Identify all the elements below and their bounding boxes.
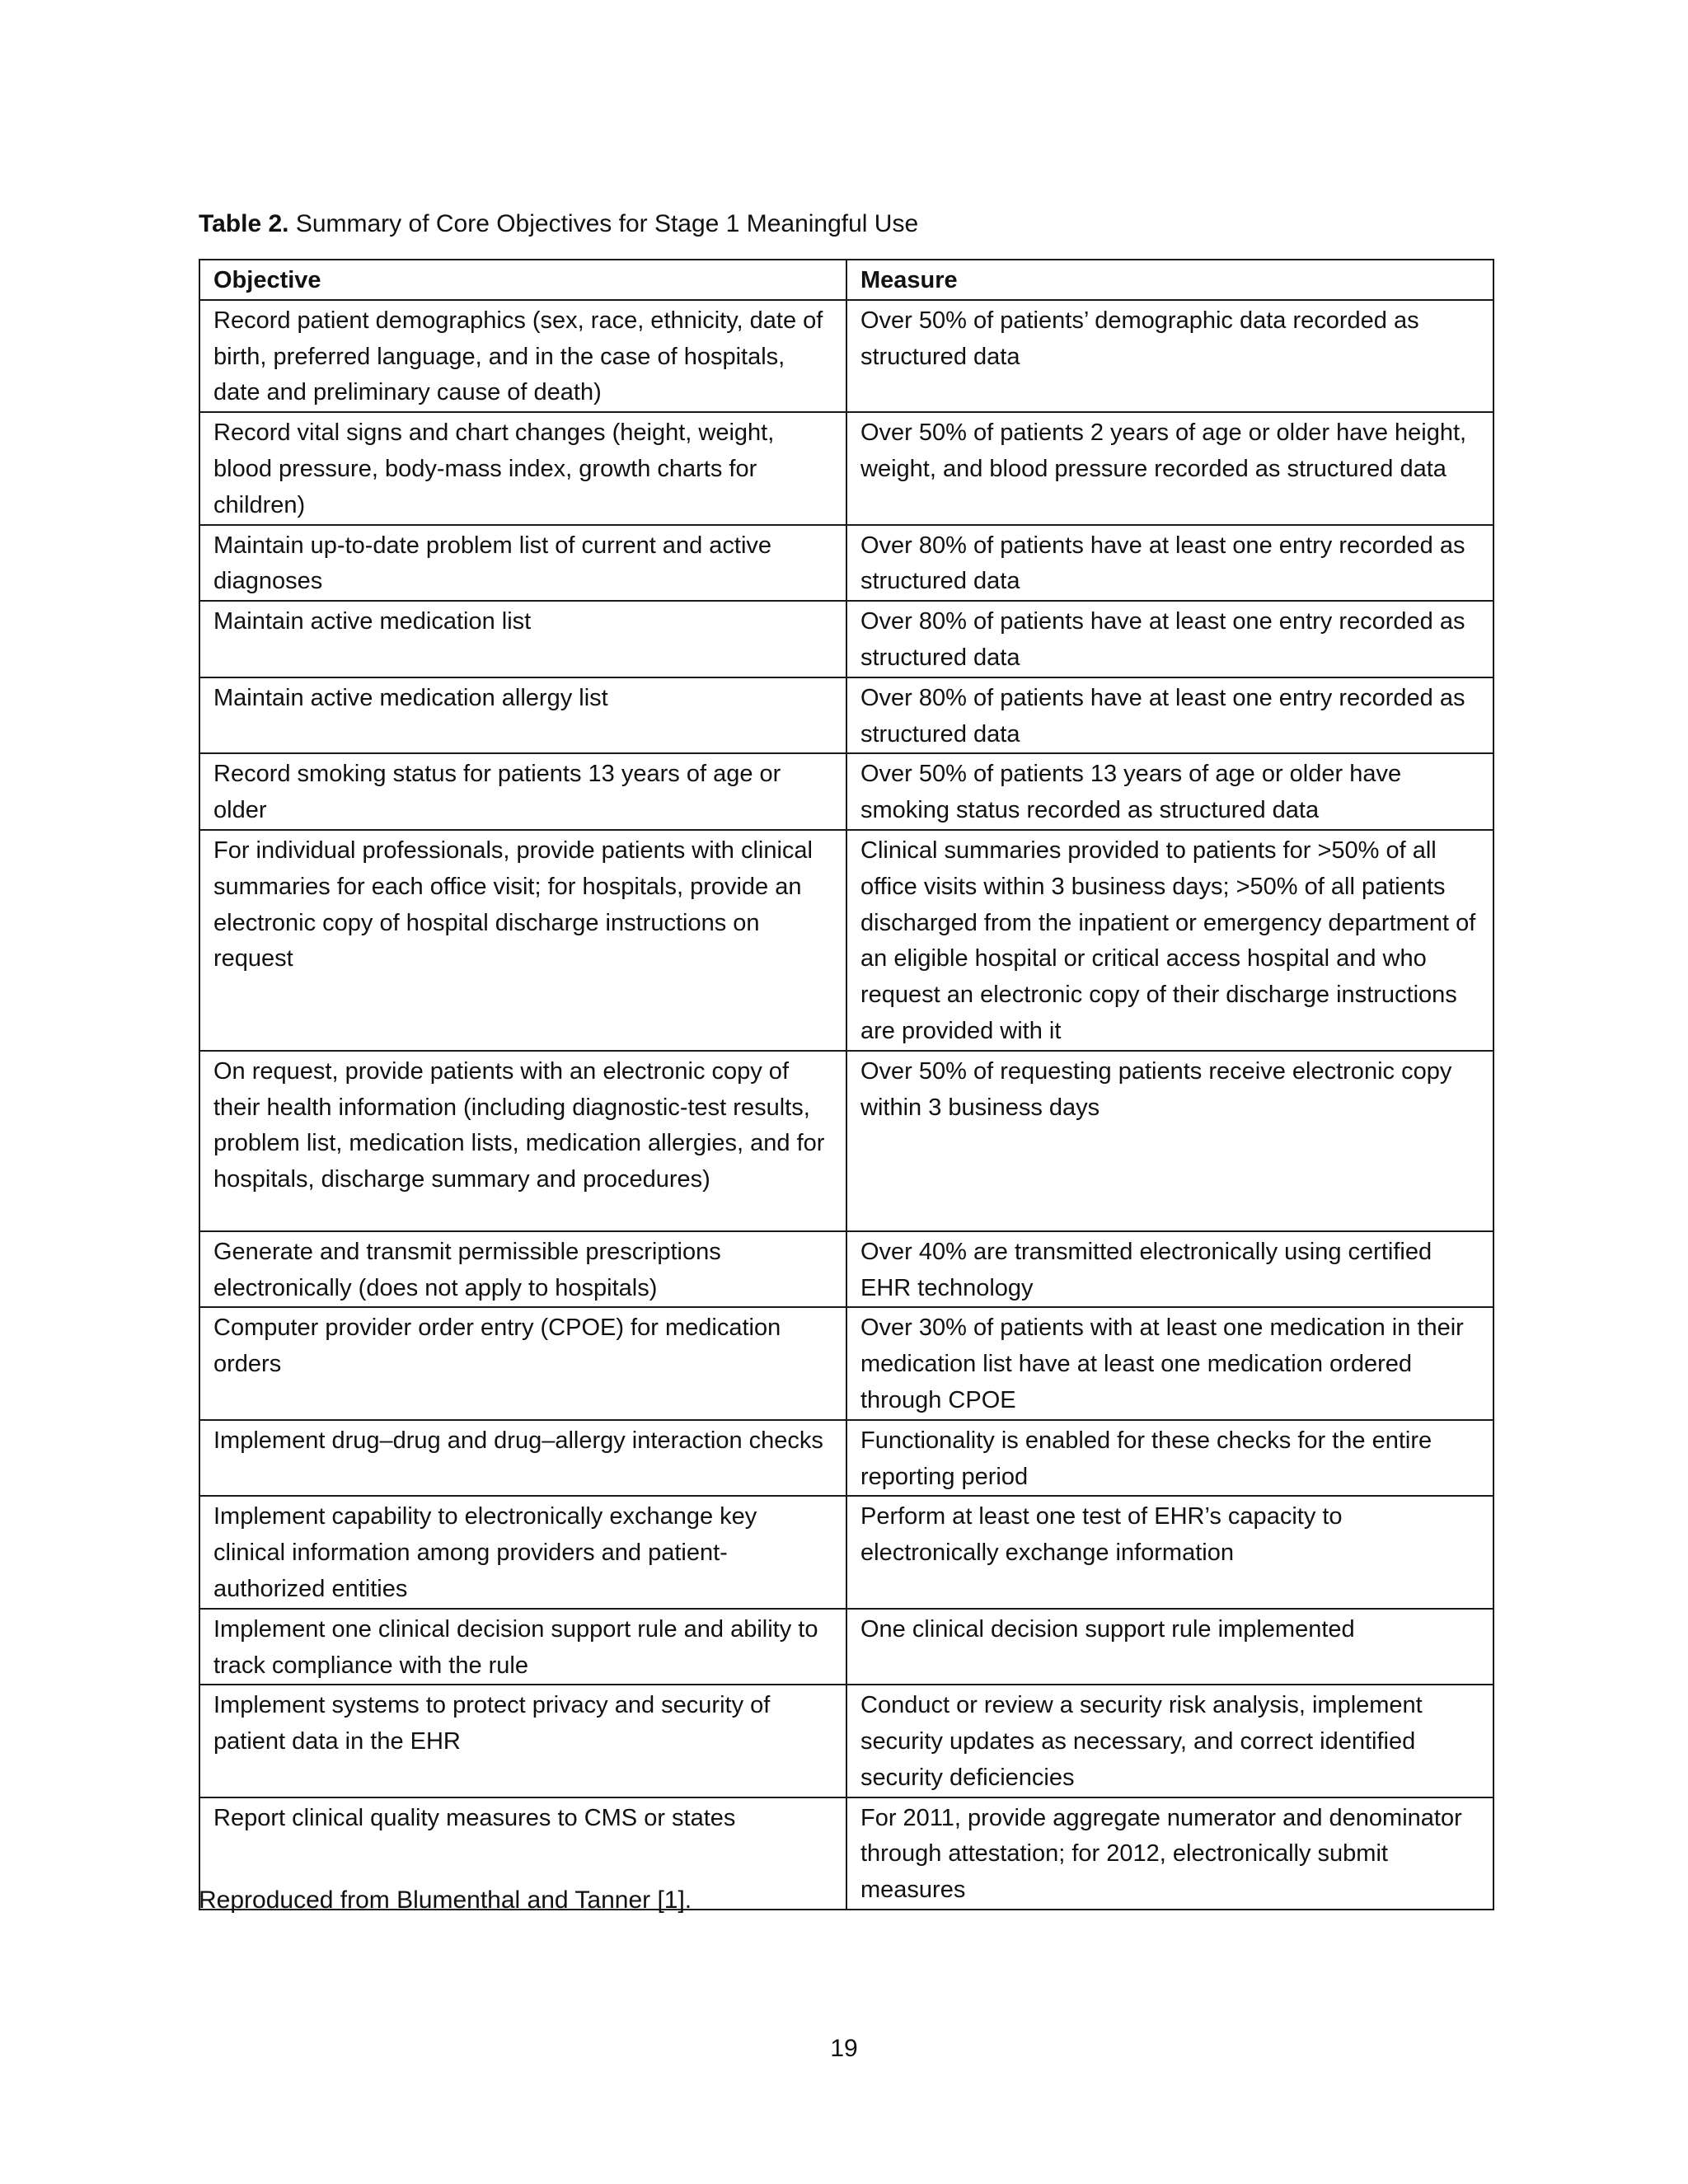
measure-cell: Over 50% of patients 2 years of age or older have height, weight, and blood pressure recorded as structured data <box>846 412 1493 524</box>
objective-cell: Report clinical quality measures to CMS or states <box>199 1797 846 1910</box>
objective-cell: Record smoking status for patients 13 years of age or older <box>199 753 846 830</box>
measure-cell: Over 50% of requesting patients receive electronic copy within 3 business days <box>846 1051 1493 1231</box>
objective-cell: Maintain up-to-date problem list of current and active diagnoses <box>199 525 846 602</box>
measure-cell: Perform at least one test of EHR’s capacity to electronically exchange information <box>846 1496 1493 1608</box>
source-note: Reproduced from Blumenthal and Tanner [1]. <box>199 1886 692 1914</box>
objective-cell: Implement drug–drug and drug–allergy interaction checks <box>199 1420 846 1497</box>
objective-cell: Implement systems to protect privacy and security of patient data in the EHR <box>199 1685 846 1797</box>
objective-cell: Maintain active medication list <box>199 601 846 677</box>
table-row <box>199 1685 1493 1797</box>
table-row <box>199 1307 1493 1419</box>
measure-cell: Over 80% of patients have at least one entry recorded as structured data <box>846 525 1493 602</box>
measure-cell: One clinical decision support rule implemented <box>846 1609 1493 1685</box>
measure-cell: Over 30% of patients with at least one medication in their medication list have at least one medication ordered through CPOE <box>846 1307 1493 1419</box>
table-row <box>199 753 1493 830</box>
header-measure: Measure <box>846 260 1493 300</box>
table-row <box>199 601 1493 677</box>
table-row <box>199 1609 1493 1685</box>
table-row <box>199 300 1493 412</box>
table-caption-label: Table 2. <box>199 210 289 237</box>
measure-cell: Over 40% are transmitted electronically using certified EHR technology <box>846 1231 1493 1308</box>
objective-cell: Record vital signs and chart changes (height, weight, blood pressure, body-mass index, growth charts for children) <box>199 412 846 524</box>
table-row <box>199 525 1493 602</box>
measure-cell: Clinical summaries provided to patients for >50% of all office visits within 3 business days; >50% of all patients discharged from the inpatient or emergency department of an eligible hospital or critical access hospital and who request an electronic copy of their discharge instructions are provided with it <box>846 830 1493 1051</box>
measure-cell: Over 50% of patients 13 years of age or older have smoking status recorded as structured data <box>846 753 1493 830</box>
measure-cell: Over 50% of patients’ demographic data recorded as structured data <box>846 300 1493 412</box>
table-row <box>199 1496 1493 1608</box>
objective-cell: For individual professionals, provide patients with clinical summaries for each office visit; for hospitals, provide an electronic copy of hospital discharge instructions on request <box>199 830 846 1051</box>
table-row <box>199 1420 1493 1497</box>
objective-cell: On request, provide patients with an electronic copy of their health information (including diagnostic-test results, problem list, medication lists, medication allergies, and for hospitals, discharge summary and procedures) <box>199 1051 846 1231</box>
objective-cell: Implement capability to electronically exchange key clinical information among providers and patient-authorized entities <box>199 1496 846 1608</box>
header-objective: Objective <box>199 260 846 300</box>
measure-cell: Conduct or review a security risk analysis, implement security updates as necessary, and correct identified security deficiencies <box>846 1685 1493 1797</box>
table-caption <box>199 208 918 241</box>
page-number: 19 <box>830 2035 858 2062</box>
table-row <box>199 830 1493 1051</box>
objective-cell: Record patient demographics (sex, race, ethnicity, date of birth, preferred language, and in the case of hospitals, date and preliminary cause of death) <box>199 300 846 412</box>
measure-cell: Over 80% of patients have at least one entry recorded as structured data <box>846 601 1493 677</box>
objective-cell: Maintain active medication allergy list <box>199 677 846 754</box>
measure-cell: Over 80% of patients have at least one entry recorded as structured data <box>846 677 1493 754</box>
table-row <box>199 1231 1493 1308</box>
table-row <box>199 677 1493 754</box>
measure-cell: For 2011, provide aggregate numerator and denominator through attestation; for 2012, electronically submit measures <box>846 1797 1493 1910</box>
objective-cell: Implement one clinical decision support rule and ability to track compliance with the rule <box>199 1609 846 1685</box>
table-caption-text: Summary of Core Objectives for Stage 1 Meaningful Use <box>288 210 919 237</box>
measure-cell: Functionality is enabled for these checks for the entire reporting period <box>846 1420 1493 1497</box>
table-row <box>199 412 1493 524</box>
table-row <box>199 1051 1493 1231</box>
objective-cell: Generate and transmit permissible prescriptions electronically (does not apply to hospitals) <box>199 1231 846 1308</box>
table-header-row <box>199 260 1493 300</box>
objective-cell: Computer provider order entry (CPOE) for medication orders <box>199 1307 846 1419</box>
core-objectives-table <box>199 259 1494 1910</box>
